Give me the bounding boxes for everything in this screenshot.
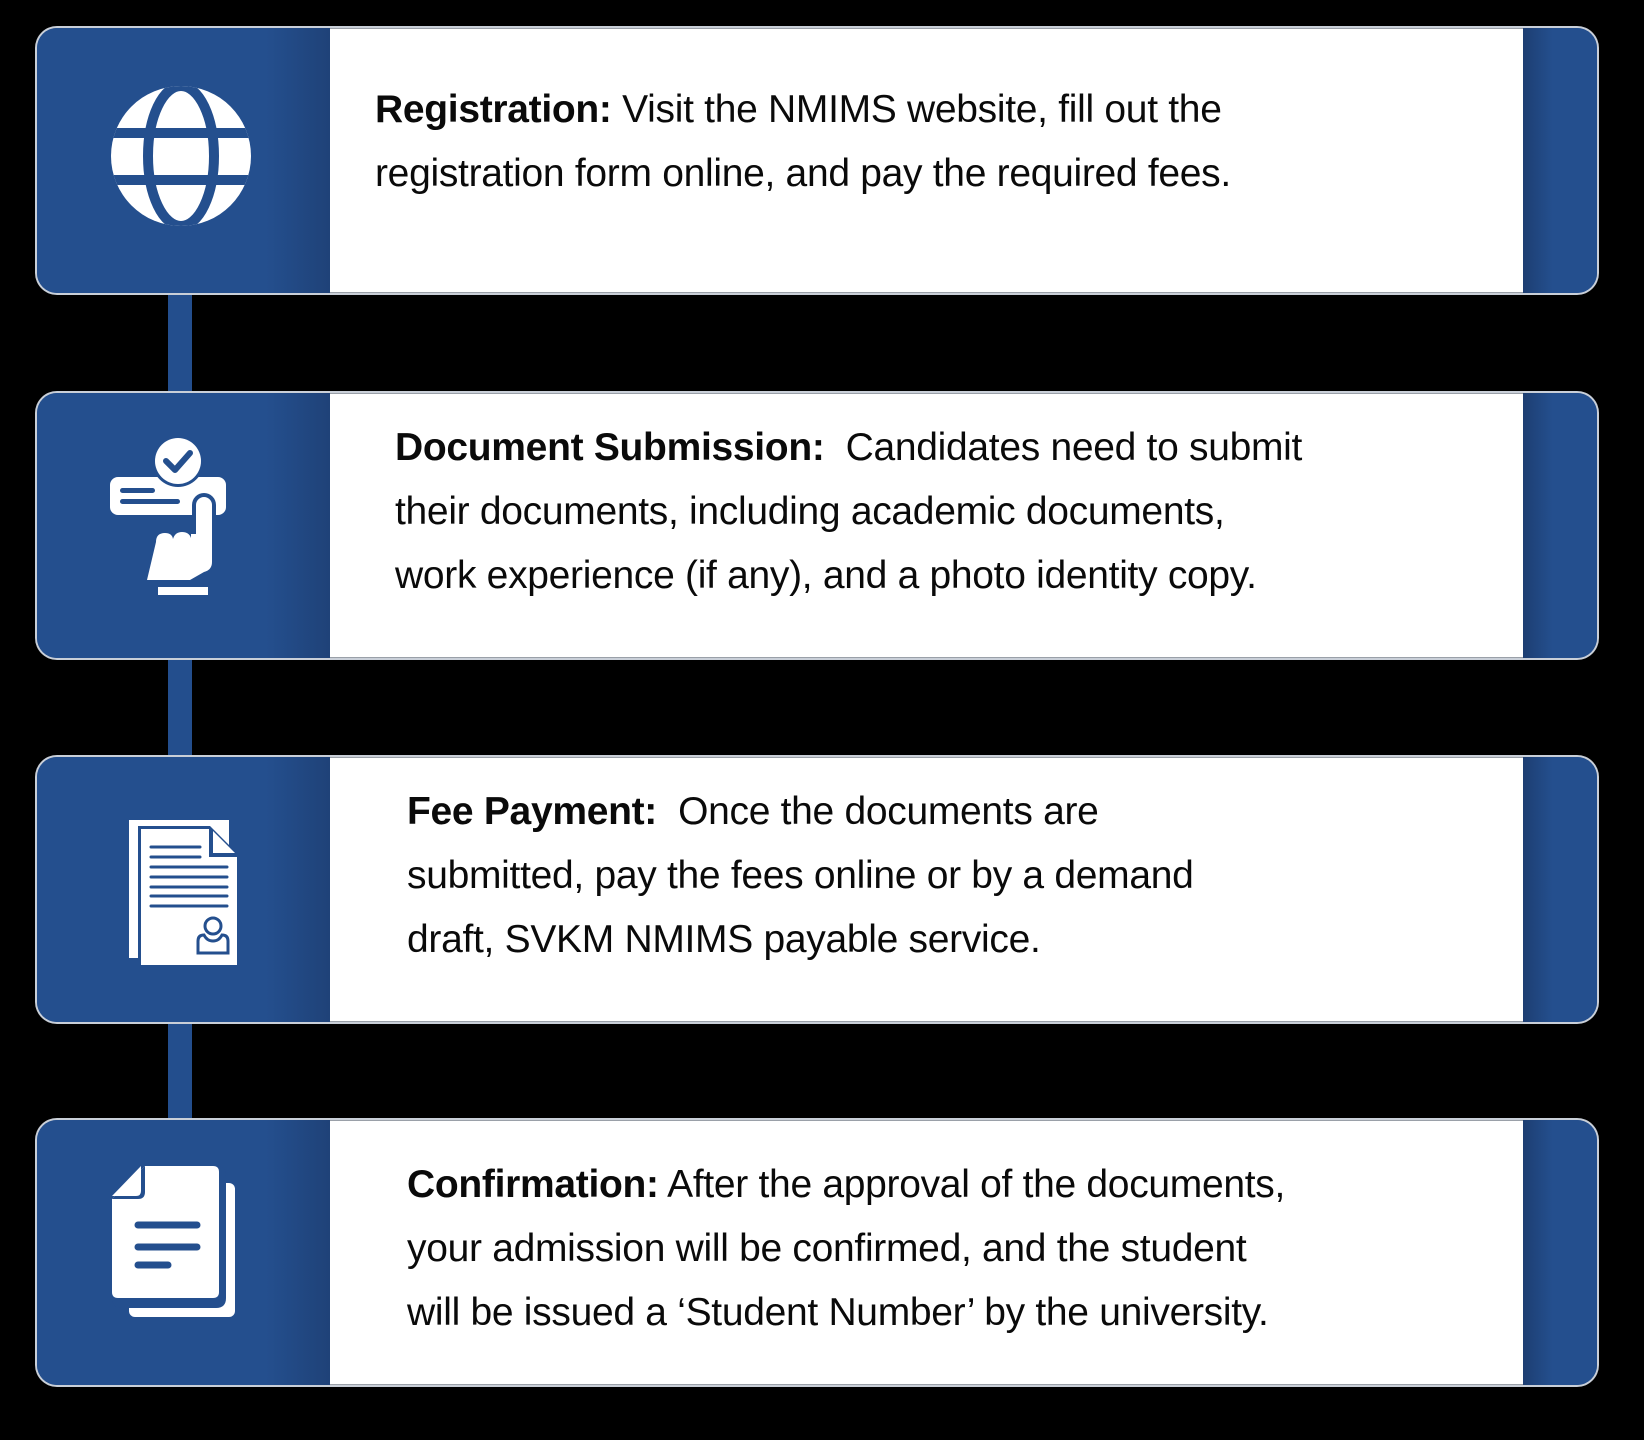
step-icon-panel (37, 28, 330, 293)
step-title: Document Submission: (395, 426, 825, 469)
step-description: submitted, pay the fees online or by a demand (407, 854, 1194, 897)
step-title: Fee Payment: (407, 790, 657, 833)
document-profile-icon (129, 820, 241, 968)
card-end-cap (1523, 757, 1597, 1022)
card-end-cap (1523, 1120, 1597, 1385)
step-icon-panel (37, 1120, 330, 1385)
step-text-document-submission (395, 416, 1302, 608)
timeline-connector-3 (168, 1013, 192, 1128)
documents-copy-icon (112, 1166, 238, 1318)
step-description: will be issued a ‘Student Number’ by the university. (407, 1291, 1269, 1334)
step-text-fee-payment (407, 780, 1194, 972)
globe-icon (108, 83, 254, 229)
click-check-icon (110, 437, 230, 599)
step-description: Once the documents are (657, 790, 1099, 833)
step-description: Visit the NMIMS website, fill out the (611, 88, 1222, 131)
step-description: their documents, including academic documents, (395, 490, 1225, 533)
step-title: Registration: (375, 88, 612, 131)
step-description: Candidates need to submit (824, 426, 1303, 469)
step-icon-panel (37, 757, 330, 1022)
step-description: work experience (if any), and a photo identity copy. (395, 554, 1257, 597)
step-title: Confirmation: (407, 1163, 659, 1206)
card-end-cap (1523, 393, 1597, 658)
step-description: your admission will be confirmed, and the student (407, 1227, 1247, 1270)
step-text-confirmation (407, 1153, 1285, 1345)
step-description: draft, SVKM NMIMS payable service. (407, 918, 1041, 961)
step-description: After the approval of the documents, (658, 1163, 1286, 1206)
card-end-cap (1523, 28, 1597, 293)
timeline-connector-2 (168, 650, 192, 765)
timeline-connector-1 (168, 285, 192, 400)
step-description: registration form online, and pay the required fees. (375, 152, 1231, 195)
step-text-registration (375, 78, 1231, 206)
step-icon-panel (37, 393, 330, 658)
